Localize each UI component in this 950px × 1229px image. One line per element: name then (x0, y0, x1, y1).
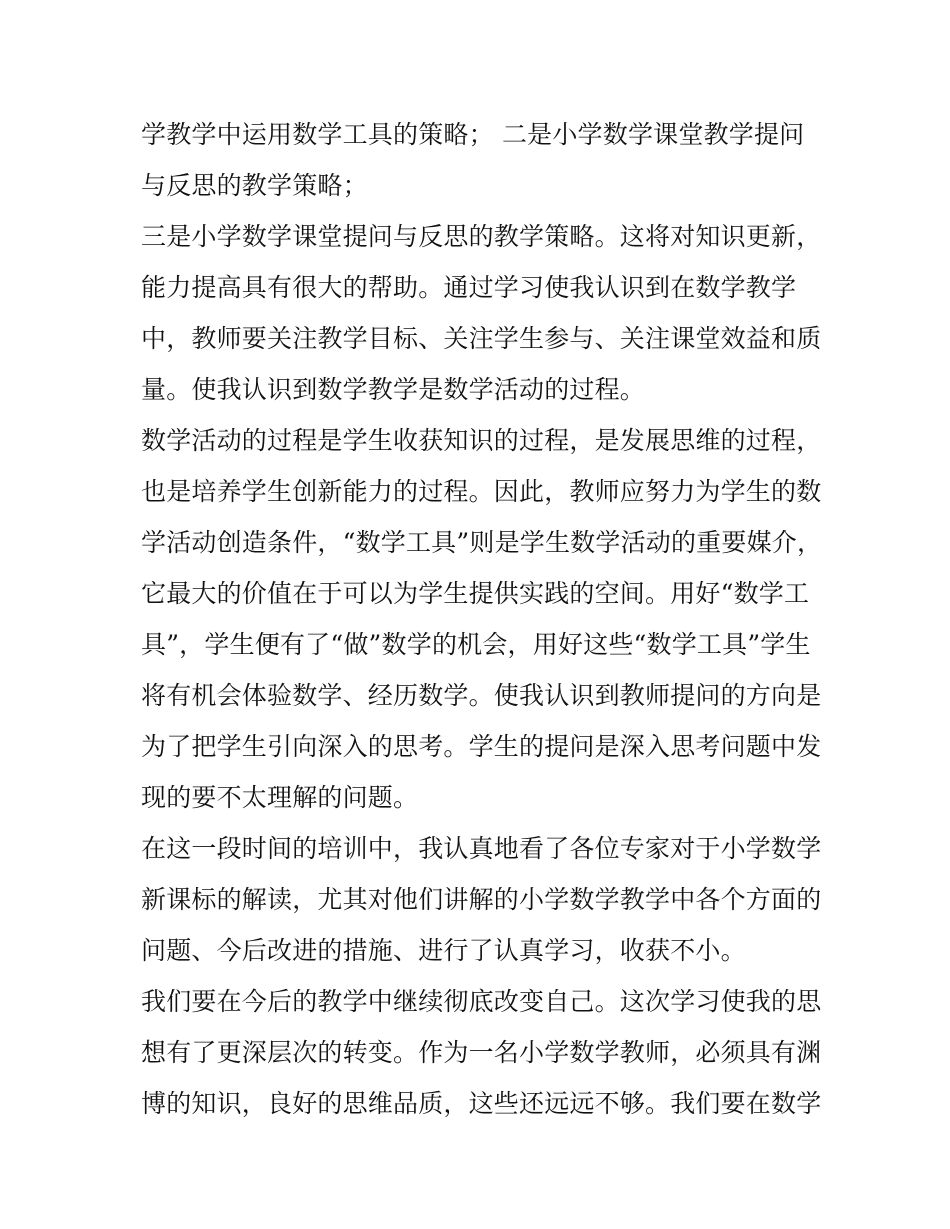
text-line-4: 能力提高具有很大的帮助。通过学习使我认识到在数学教学 (141, 273, 797, 302)
text-line-10: 它最大的价值在于可以为学生提供实践的空间。用好“数学工 (141, 579, 810, 608)
text-line-13: 为了把学生引向深入的思考。学生的提问是深入思考问题中发 (141, 732, 822, 761)
text-line-6: 量。使我认识到数学教学是数学活动的过程。 (141, 375, 646, 404)
text-line-3: 三是小学数学课堂提问与反思的教学策略。这将对知识更新， (141, 222, 822, 251)
text-line-12: 将有机会体验数学、经历数学。使我认识到教师提问的方向是 (141, 681, 822, 710)
body-text (141, 109, 831, 1129)
text-line-1: 学教学中运用数学工具的策略； 二是小学数学课堂教学提问 (141, 120, 805, 149)
text-line-9: 学活动创造条件，“数学工具”则是学生数学活动的重要媒介， (141, 528, 823, 557)
text-line-19: 想有了更深层次的转变。作为一名小学数学教师，必须具有渊 (141, 1038, 822, 1067)
text-line-7: 数学活动的过程是学生收获知识的过程，是发展思维的过程， (141, 426, 822, 455)
text-line-14: 现的要不太理解的问题。 (141, 783, 419, 812)
text-line-11: 具”，学生便有了“做”数学的机会，用好这些“数学工具”学生 (141, 630, 811, 659)
text-line-8: 也是培养学生创新能力的过程。因此，教师应努力为学生的数 (141, 477, 822, 506)
text-line-20: 博的知识，良好的思维品质，这些还远远不够。我们要在数学 (141, 1089, 822, 1118)
text-line-17: 问题、今后改进的措施、进行了认真学习，收获不小。 (141, 936, 746, 965)
text-line-16: 新课标的解读，尤其对他们讲解的小学数学教学中各个方面的 (141, 885, 822, 914)
text-line-15: 在这一段时间的培训中，我认真地看了各位专家对于小学数学 (141, 834, 822, 863)
text-line-2: 与反思的教学策略； (141, 171, 368, 200)
text-line-5: 中，教师要关注教学目标、关注学生参与、关注课堂效益和质 (141, 324, 822, 353)
text-line-18: 我们要在今后的教学中继续彻底改变自己。这次学习使我的思 (141, 987, 822, 1016)
